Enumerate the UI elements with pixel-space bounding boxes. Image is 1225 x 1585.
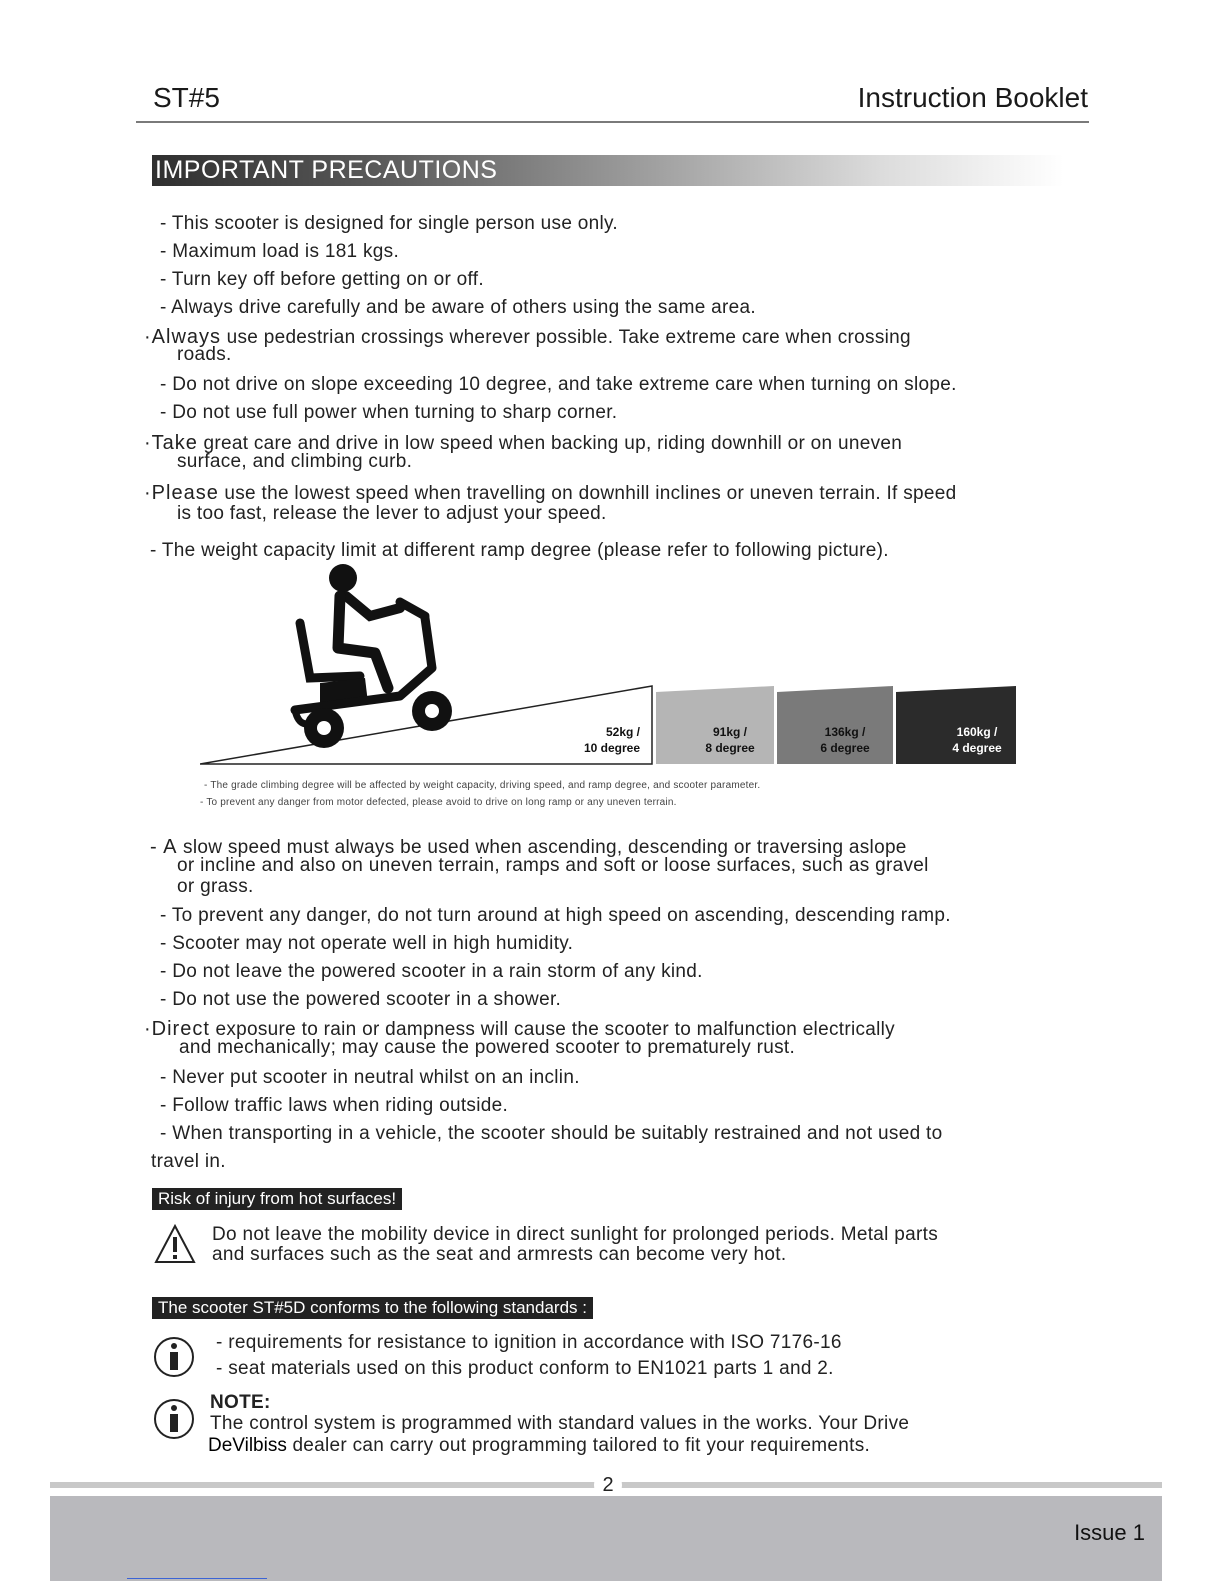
scooter-rider-icon (295, 564, 452, 748)
precaution-text: use pedestrian crossings wherever possible. Take extreme care when crossing (221, 327, 911, 348)
info-icon (152, 1397, 196, 1441)
lead-word: ·Direct (144, 1018, 210, 1040)
precaution-please (144, 482, 956, 505)
ramp-degree-label: 6 degree (820, 741, 870, 755)
lead-word: - A (150, 836, 178, 858)
precaution-text: great care and drive in low speed when backing up, riding downhill or on uneven (197, 433, 903, 454)
precaution-text: exposure to rain or dampness will cause the scooter to malfunction electrically (209, 1019, 895, 1040)
ramp-weight-label: 52kg / (605, 725, 640, 739)
precaution-item: - Always drive carefully and be aware of others using the same area. (160, 297, 756, 318)
hot-surfaces-text: and surfaces such as the seat and armrests can become very hot. (212, 1244, 787, 1265)
precaution-text: use the lowest speed when travelling on downhill inclines or uneven terrain. If speed (218, 483, 957, 504)
precaution-item: - Maximum load is 181 kgs. (160, 241, 400, 262)
lead-word: ·Always (144, 326, 222, 348)
title-banner (152, 155, 1064, 186)
note-label: NOTE: (210, 1392, 271, 1413)
info-icon (152, 1335, 196, 1379)
precaution-item: - Do not use full power when turning to sharp corner. (160, 402, 618, 423)
doc-code: ST#5 (153, 82, 220, 113)
precaution-continuation: and mechanically; may cause the powered scooter to prematurely rust. (179, 1037, 796, 1058)
weight-capacity-line: - The weight capacity limit at different ramp degree (please refer to following picture). (150, 540, 889, 561)
precaution-continuation: roads. (177, 344, 232, 365)
precaution-continuation: or grass. (177, 876, 254, 897)
warning-triangle-icon (154, 1224, 196, 1264)
precaution-continuation: surface, and climbing curb. (177, 451, 413, 472)
note-text-2 (208, 1435, 870, 1457)
link-underline (127, 1578, 267, 1579)
ramp-degree-label: 8 degree (705, 741, 755, 755)
lead-word: ·Please (144, 482, 219, 504)
lead-word: ·Take (144, 432, 198, 454)
footer-band (50, 1496, 1162, 1581)
figure-note: - To prevent any danger from motor defected, please avoid to drive on long ramp or any uneven terrain. (200, 797, 677, 808)
precaution-item: - To prevent any danger, do not turn around at high speed on ascending, descending ramp. (160, 905, 951, 926)
precaution-item: - Follow traffic laws when riding outside. (160, 1095, 509, 1116)
note-text: dealer can carry out programming tailored to fit your requirements. (286, 1435, 871, 1456)
doc-type: Instruction Booklet (857, 82, 1088, 113)
precaution-item: - Scooter may not operate well in high humidity. (160, 933, 574, 954)
precaution-continuation: or incline and also on uneven terrain, ramps and soft or loose surfaces, such as gravel (177, 855, 929, 876)
precaution-continuation: travel in. (151, 1151, 226, 1172)
header-divider (136, 121, 1089, 123)
precaution-item: - Do not drive on slope exceeding 10 degree, and take extreme care when turning on slope. (160, 374, 957, 395)
ramp-weight-label: 91kg / (712, 725, 748, 739)
precaution-item: - This scooter is designed for single person use only. (160, 213, 619, 234)
ramp-illustration (200, 558, 1020, 770)
ramp-degree-label: 4 degree (952, 741, 1002, 755)
figure-note: - The grade climbing degree will be affected by weight capacity, driving speed, and ramp degree, and scooter parameter. (204, 780, 761, 791)
precaution-item: - Never put scooter in neutral whilst on an inclin. (160, 1067, 580, 1088)
brand-name: DeVilbiss (208, 1435, 287, 1456)
precaution-item: - Do not use the powered scooter in a shower. (160, 989, 562, 1010)
hot-surfaces-text: Do not leave the mobility device in direct sunlight for prolonged periods. Metal parts (212, 1224, 939, 1245)
ramp-degree-label: 10 degree (583, 741, 640, 755)
page-number: 2 (594, 1470, 622, 1500)
standard-item: - seat materials used on this product conform to EN1021 parts 1 and 2. (216, 1358, 834, 1379)
note-text: The control system is programmed with standard values in the works. Your Drive (210, 1413, 910, 1434)
page-title: IMPORTANT PRECAUTIONS (155, 156, 498, 184)
ramp-weight-label: 136kg / (824, 725, 866, 739)
issue-label: Issue 1 (1074, 1520, 1145, 1545)
ramp-weight-label: 160kg / (956, 725, 998, 739)
precaution-continuation: is too fast, release the lever to adjust your speed. (177, 503, 607, 524)
precaution-item: - Do not leave the powered scooter in a rain storm of any kind. (160, 961, 703, 982)
precaution-always (144, 326, 911, 349)
precaution-text: slow speed must always be used when ascending, descending or traversing aslope (177, 837, 907, 858)
precaution-item: - Turn key off before getting on or off. (160, 269, 484, 290)
hot-surfaces-heading: Risk of injury from hot surfaces! (152, 1188, 402, 1210)
precaution-item: - When transporting in a vehicle, the scooter should be suitably restrained and not used to (160, 1123, 943, 1144)
standards-heading: The scooter ST#5D conforms to the following standards : (152, 1297, 593, 1319)
standard-item: - requirements for resistance to ignition in accordance with ISO 7176-16 (216, 1332, 842, 1353)
